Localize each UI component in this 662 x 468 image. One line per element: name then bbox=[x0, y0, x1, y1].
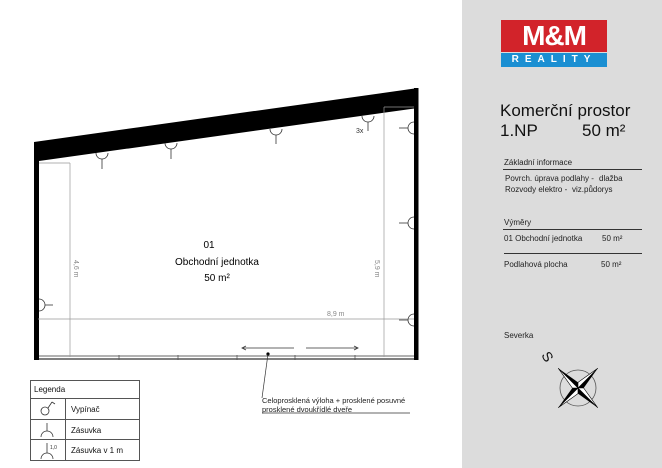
floor-label: 1.NP bbox=[500, 121, 538, 140]
legend-label: Zásuvka bbox=[71, 426, 102, 435]
dim-left: 4,6 m bbox=[72, 260, 79, 278]
socket-icon bbox=[399, 122, 414, 134]
info-floor-label: Povrch. úprava podlahy - bbox=[505, 174, 594, 183]
measurements-heading: Výměry bbox=[504, 218, 532, 227]
compass-direction: S bbox=[538, 348, 557, 365]
annotation-leader bbox=[262, 354, 268, 398]
room-measure-name: 01 Obchodní jednotka bbox=[504, 234, 583, 243]
dim-width: 8,9 m bbox=[327, 311, 345, 318]
page-title: Komerční prostor bbox=[500, 101, 631, 120]
room-number: 01 bbox=[203, 240, 215, 251]
dim-right: 5,9 m bbox=[373, 260, 380, 278]
socket-1m-icon bbox=[31, 440, 65, 461]
storefront-window bbox=[39, 355, 414, 360]
legend-label: Vypínač bbox=[71, 405, 100, 414]
floor-area-label: Podlahová plocha bbox=[504, 260, 568, 269]
legend-label: Zásuvka v 1 m bbox=[71, 446, 124, 455]
top-wall bbox=[34, 88, 418, 161]
basic-info-heading: Základní informace bbox=[504, 158, 573, 167]
switch-icon bbox=[31, 399, 65, 419]
socket-icon bbox=[270, 129, 282, 144]
socket-count-note: 3x bbox=[356, 128, 364, 135]
info-floor-value: dlažba bbox=[599, 174, 623, 183]
info-electro-label: Rozvody elektro - bbox=[505, 185, 568, 194]
right-wall bbox=[414, 88, 419, 360]
socket-icon bbox=[399, 217, 414, 229]
socket-icon bbox=[96, 153, 108, 169]
room-name: Obchodní jednotka bbox=[175, 257, 259, 268]
socket-icon bbox=[31, 420, 65, 440]
room-measure-area: 50 m² bbox=[602, 234, 623, 243]
legend-item bbox=[31, 398, 139, 419]
left-wall bbox=[34, 142, 39, 360]
sliding-door-arrows bbox=[242, 346, 358, 350]
floor-area-value: 50 m² bbox=[601, 260, 622, 269]
icon-note: 1,0 bbox=[50, 445, 57, 451]
legend-heading: Legenda bbox=[34, 385, 66, 394]
legend bbox=[30, 380, 140, 461]
total-area: 50 m² bbox=[582, 121, 626, 140]
room-area: 50 m² bbox=[204, 273, 230, 284]
socket-icon bbox=[39, 299, 53, 311]
compass-label: Severka bbox=[504, 331, 534, 340]
legend-item bbox=[31, 439, 139, 461]
info-electro-value: viz.půdorys bbox=[572, 185, 613, 194]
logo-top: M&M bbox=[501, 20, 607, 52]
annotation-line2: prosklené dvoukřídlé dveře bbox=[262, 405, 353, 414]
legend-item bbox=[31, 419, 139, 440]
socket-icon bbox=[399, 314, 414, 326]
logo-bottom: REALITY bbox=[501, 53, 607, 67]
annotation-line1: Celoprosklená výloha + prosklené posuvné bbox=[262, 396, 406, 405]
socket-icon bbox=[362, 116, 374, 131]
socket-icon bbox=[165, 143, 177, 159]
